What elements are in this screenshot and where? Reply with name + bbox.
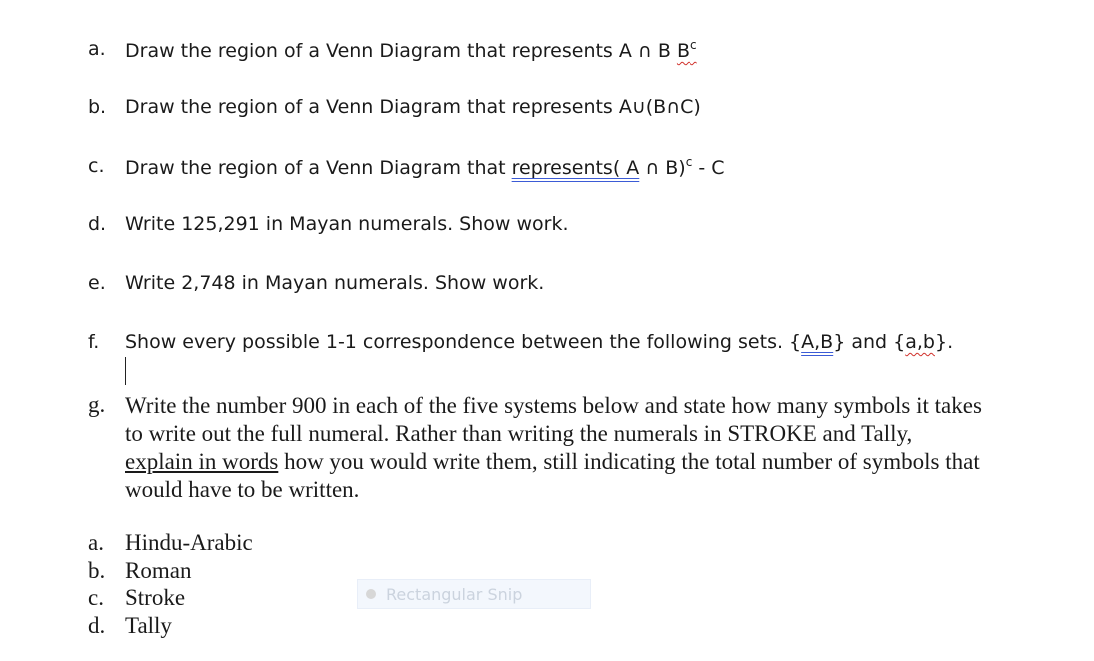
system-name: Roman [125, 558, 192, 583]
question-text: Draw the region of a Venn Diagram that [125, 157, 512, 179]
set-upper: A,B [801, 331, 834, 353]
complement-superscript: c [685, 155, 693, 169]
grammar-flagged-text: represents( A [511, 157, 640, 179]
question-text: Draw the region of a Venn Diagram that represents A∪(B∩C) [125, 96, 701, 118]
underlined-phrase: explain in words [125, 449, 279, 474]
question-label: a. [88, 38, 106, 60]
question-text: Show every possible 1-1 correspondence between the following sets. { [125, 331, 802, 353]
question-label: c. [88, 155, 105, 177]
complement-superscript: c [689, 38, 697, 52]
question-text: Write 2,748 in Mayan numerals. Show work. [125, 272, 545, 294]
question-label: f. [88, 331, 100, 353]
system-name: Stroke [125, 585, 186, 610]
set-lower: a,b [905, 331, 935, 353]
question-text: Draw the region of a Venn Diagram that represents A ∩ B [125, 40, 671, 62]
question-text: Write the number 900 in each of the five systems below and state how many symbols it takes to write out the full numeral. Rather than writing the numerals in STROKE and Tally, [125, 393, 982, 446]
snip-mode-icon [366, 589, 376, 599]
question-label: b. [88, 96, 107, 118]
question-label: e. [88, 272, 106, 294]
question-label: g. [88, 392, 106, 417]
rectangular-snip-tooltip[interactable] [357, 579, 591, 609]
system-name: Tally [125, 613, 172, 638]
question-label: d. [88, 213, 107, 235]
system-name: Hindu-Arabic [125, 530, 253, 555]
question-text: Write 125,291 in Mayan numerals. Show work. [125, 213, 569, 235]
text-cursor [125, 357, 126, 385]
snip-mode-label: Rectangular Snip [386, 584, 523, 604]
